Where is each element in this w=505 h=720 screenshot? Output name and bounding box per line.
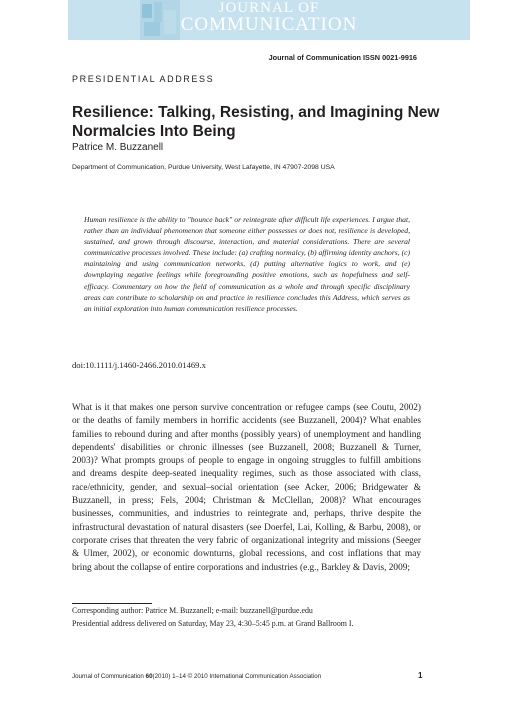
page-number: 1 [418,671,423,680]
journal-name-line2: COMMUNICATION [180,14,358,35]
author-name: Patrice M. Buzzanell [72,142,164,153]
journal-banner [68,0,470,40]
footer-volume: 60 [145,673,153,680]
presentation-footnote: Presidential address delivered on Saturday, May 23, 4:30–5:45 p.m. at Grand Ballroom I. [72,619,354,628]
abstract: Human resilience is the ability to "bounce back" or reintegrate after difficult life experiences. I argue that, rather than an individual phenomenon that someone either possesses or does not, resilience is developed, sustained, and grown through discourse, interaction, and material considerations. There are several communicative processes involved. These include: (a) crafting normalcy, (b) affirming identity anchors, (c) maintaining and using communication networks, (d) putting alternative logics to work, and (e) downplaying negative feelings while foregrounding positive emotions, such as hopefulness and self-efficacy. Commentary on how the field of communication as a whole and through specific disciplinary areas can contribute to scholarship on and practice in resilience concludes this Address, which serves as an initial exploration into human communication resilience processes. [84,215,410,313]
issn-line: Journal of Communication ISSN 0021-9916 [268,53,417,62]
page-footer [72,673,321,680]
section-label: PRESIDENTIAL ADDRESS [72,74,215,84]
footer-journal: Journal of Communication [72,673,144,680]
footnote-divider [72,603,152,604]
footer-details: (2010) 1–14 © 2010 International Communication Association [152,673,322,680]
article-title: Resilience: Talking, Resisting, and Imagining New Normalcies Into Being [72,104,440,140]
doi[interactable]: doi:10.1111/j.1460-2466.2010.01469.x [72,360,206,370]
body-paragraph: What is it that makes one person survive concentration or refugee camps (see Coutu, 2002) or the deaths of family members in horrific accidents (see Buzzanell, 2004)? What enables families to rebound during and after months (possibly years) of unemployment and handling dependents' disabilities or chronic illnesses (see Buzzanell, 2008; Buzzanell & Turner, 2003)? What prompts groups of people to engage in ongoing struggles to fulfill ambitions and dreams despite deep-seated inequality regimes, such as those associated with class, race/ethnicity, gender, and sexual–social orientation (see Acker, 2006; Bridgewater & Buzzanell, in press; Fels, 2004; Christman & McClellan, 2008)? What encourages businesses, communities, and industries to reintegrate and, perhaps, thrive despite the infrastructural devastation of natural disasters (see Doerfel, Lai, Kolling, & Barbu, 2008), or corporate crises that threaten the very fabric of organizational integrity and missions (Seeger & Ulmer, 2002), or economic downturns, global recessions, and cost inflations that may bring about the collapse of entire corporations and industries (e.g., Barkley & Davis, 2009; [72,403,421,573]
author-affiliation: Department of Communication, Purdue University, West Lafayette, IN 47907-2098 USA [72,164,335,171]
corresponding-author-footnote: Corresponding author: Patrice M. Buzzanell; e-mail: buzzanell@purdue.edu [72,606,313,615]
journal-name-line1: JOURNAL OF [218,0,320,16]
